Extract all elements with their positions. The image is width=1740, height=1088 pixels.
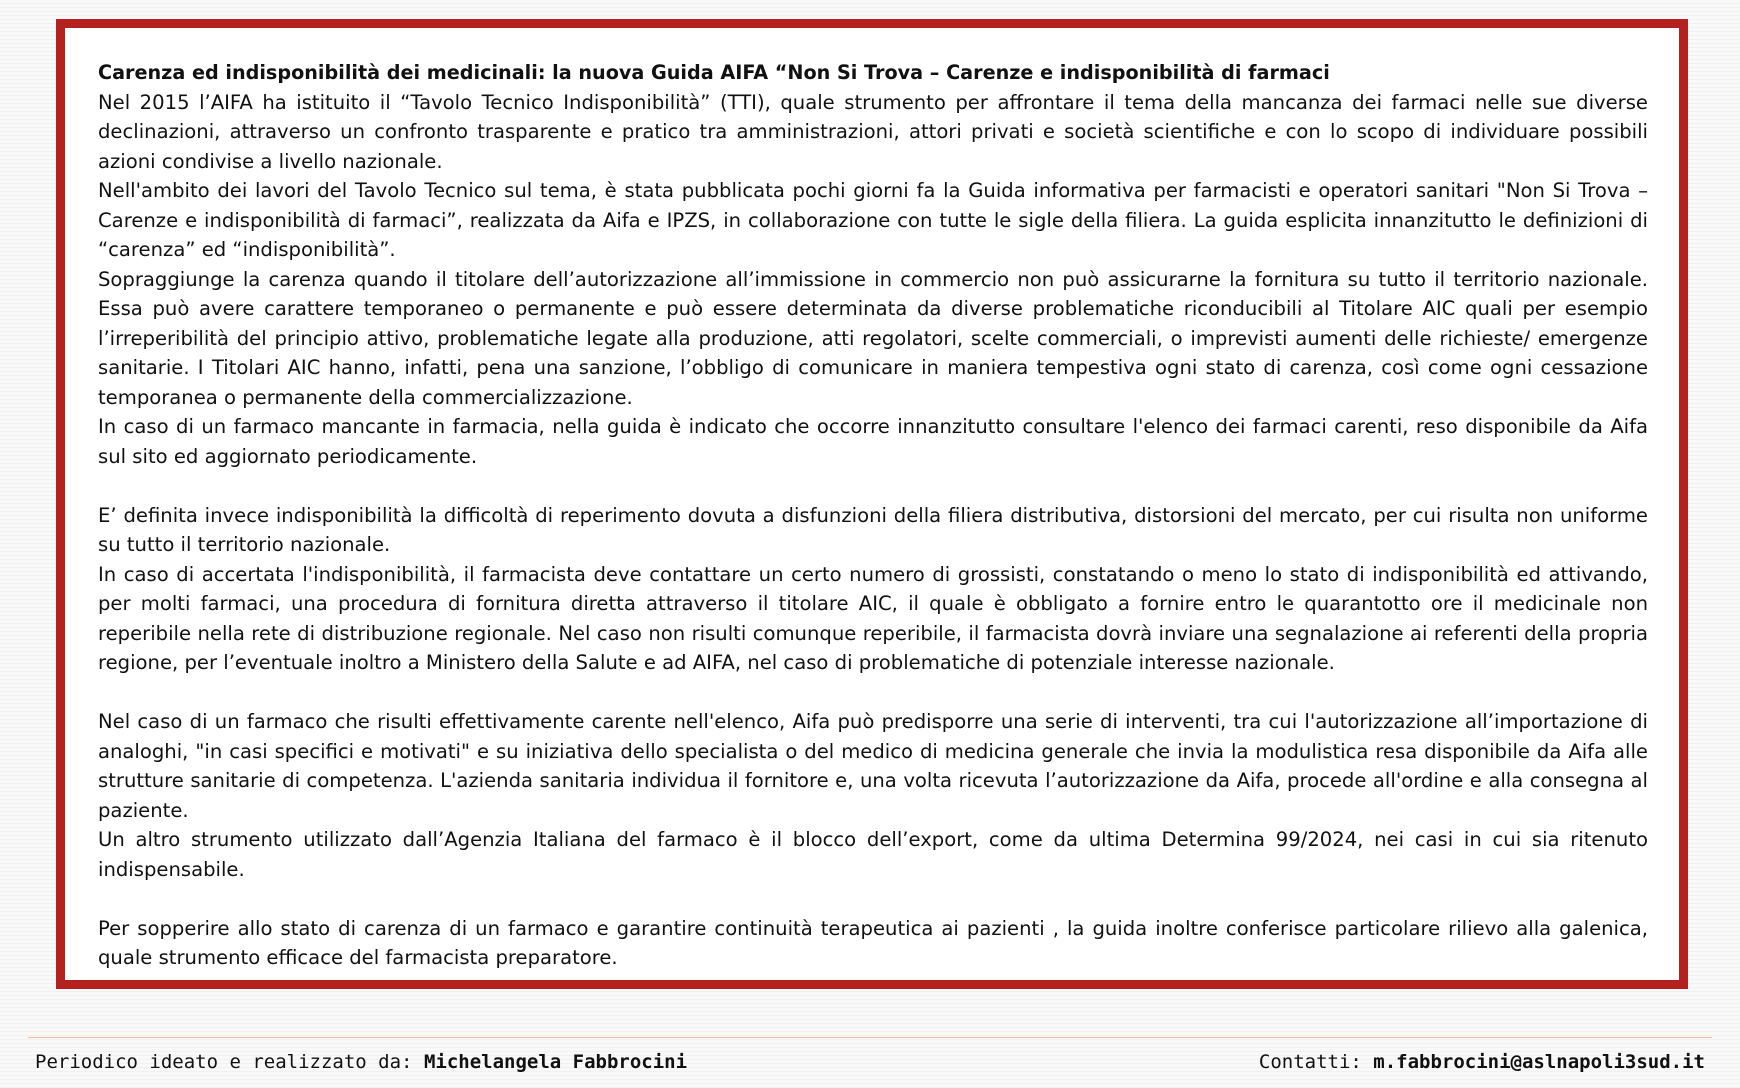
footer-email-link[interactable]: m.fabbrocini@aslnapoli3sud.it (1373, 1051, 1705, 1073)
paragraph-indisponibilita-procedure: In caso di accertata l'indisponibilità, il farmacista deve contattare un certo numero di grossisti, constatando o meno lo stato di indisponibilità ed attivando, per molti farmaci, una procedura di fornitura diretta attraverso il titolare AIC, il quale è obbligato a fornire entro le quarantotto ore il medicinale non reperibile nella rete di distribuzione regionale. Nel caso non risulti comunque reperibile, il farmacista dovrà inviare una segnalazione ai referenti della propria regione, per l’eventuale inoltro a Ministero della Salute e ad AIFA, nel caso di problematiche di potenziale interesse nazionale. (98, 562, 1648, 674)
article-body (98, 58, 1648, 973)
footer-author: Michelangela Fabbrocini (423, 1051, 688, 1073)
paragraph-missing-drug: In caso di un farmaco mancante in farmacia, nella guida è indicato che occorre innanzitutto consultare l'elenco dei farmaci carenti, reso disponibile da Aifa sul sito ed aggiornato periodicamente. (98, 415, 1648, 468)
paragraph-spacer (98, 678, 1648, 708)
page-footer (35, 1047, 1705, 1077)
article-title: Carenza ed indisponibilità dei medicinali: la nuova Guida AIFA “Non Si Trova – Carenze e indisponibilità di farmaci (98, 61, 1330, 84)
paragraph-carenza-definition: Sopraggiunge la carenza quando il titolare dell’autorizzazione all’immissione in commercio non può assicurarne la fornitura su tutto il territorio nazionale. Essa può avere carattere temporaneo o permanente e può essere determinata da diverse problematiche riconducibili al Titolare AIC quali per esempio l’irreperibilità del principio attivo, problematiche legate alla produzione, atti regolatori, scelte commerciali, o imprevisti aumenti delle richieste/ emergenze sanitarie. I Titolari AIC hanno, infatti, pena una sanzione, l’obbligo di comunicare in maniera tempestiva ogni stato di carenza, così come ogni cessazione temporanea o permanente della commercializzazione. (98, 267, 1648, 409)
footer-contacts-label: Contatti: (1258, 1051, 1374, 1073)
footer-credits (35, 1047, 687, 1077)
paragraph-export-block: Un altro strumento utilizzato dall’Agenzia Italiana del farmaco è il blocco dell’export, come da ultima Determina 99/2024, nei casi in cui sia ritenuto indispensabile. (98, 828, 1648, 881)
paragraph-spacer (98, 884, 1648, 914)
paragraph-spacer (98, 471, 1648, 501)
article-frame (56, 19, 1688, 989)
footer-credits-label: Periodico ideato e realizzato da: (35, 1051, 424, 1073)
paragraph-guide-publication: Nell'ambito dei lavori del Tavolo Tecnico sul tema, è stata pubblicata pochi giorni fa la Guida informativa per farmacisti e operatori sanitari "Non Si Trova – Carenze e indisponibilità di farmaci”, realizzata da Aifa e IPZS, in collaborazione con tutte le sigle della filiera. La guida esplicita innanzitutto le definizioni di “carenza” ed “indisponibilità”. (98, 179, 1648, 261)
paragraph-indisponibilita-definition: E’ definita invece indisponibilità la difficoltà di reperimento dovuta a disfunzioni della filiera distributiva, distorsioni del mercato, per cui risulta non uniforme su tutto il territorio nazionale. (98, 503, 1648, 556)
paragraph-aifa-interventions: Nel caso di un farmaco che risulti effettivamente carente nell'elenco, Aifa può predisporre una serie di interventi, tra cui l'autorizzazione all’importazione di analoghi, "in casi specifici e motivati" e su iniziativa dello specialista o del medico di medicina generale che invia la modulistica resa disponibile da Aifa alle strutture sanitarie di competenza. L'azienda sanitaria individua il fornitore e, una volta ricevuta l’autorizzazione da Aifa, procede all'ordine e alla consegna al paziente. (98, 710, 1648, 822)
footer-divider (28, 1037, 1712, 1038)
paragraph-galenica: Per sopperire allo stato di carenza di un farmaco e garantire continuità terapeutica ai pazienti , la guida inoltre conferisce particolare rilievo alla galenica, quale strumento efficace del farmacista preparatore. (98, 916, 1648, 969)
footer-contacts (1259, 1047, 1705, 1077)
paragraph-tti-intro: Nel 2015 l’AIFA ha istituito il “Tavolo Tecnico Indisponibilità” (TTI), quale strumento per affrontare il tema della mancanza dei farmaci nelle sue diverse declinazioni, attraverso un confronto trasparente e pratico tra amministrazioni, attori privati e società scientifiche e con lo scopo di individuare possibili azioni condivise a livello nazionale. (98, 90, 1648, 173)
